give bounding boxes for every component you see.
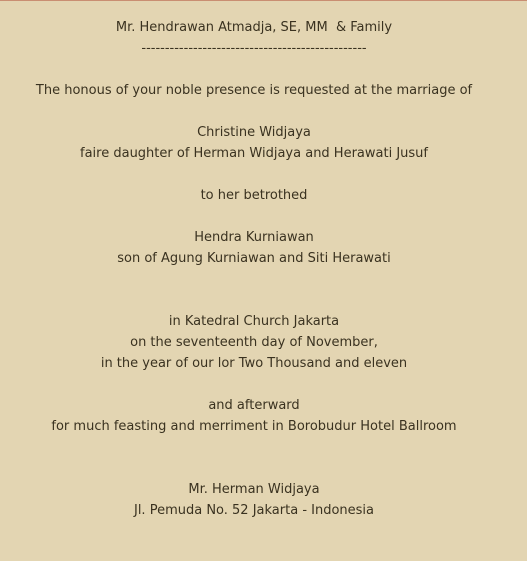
divider-line: ------------------------------------------------: [141, 41, 367, 56]
bride-name: Christine Widjaya: [197, 125, 311, 140]
reception-intro: and afterward: [208, 398, 300, 413]
contact-address: Jl. Pemuda No. 52 Jakarta - Indonesia: [133, 503, 375, 518]
ceremony-day: on the seventeenth day of November,: [130, 335, 378, 350]
host-line: Mr. Hendrawan Atmadja, SE, MM & Family: [115, 20, 393, 35]
groom-name: Hendra Kurniawan: [194, 230, 314, 245]
contact-name: Mr. Herman Widjaya: [188, 482, 320, 497]
request-line: The honous of your noble presence is requested at the marriage of: [35, 83, 473, 98]
ceremony-year: in the year of our lor Two Thousand and eleven: [100, 356, 408, 371]
bride-parents: faire daughter of Herman Widjaya and Herawati Jusuf: [80, 146, 428, 161]
groom-parents: son of Agung Kurniawan and Siti Herawati: [117, 251, 391, 266]
ceremony-venue: in Katedral Church Jakarta: [168, 314, 340, 329]
betrothed-line: to her betrothed: [200, 188, 308, 203]
reception-details: for much feasting and merriment in Borobudur Hotel Ballroom: [51, 419, 457, 434]
